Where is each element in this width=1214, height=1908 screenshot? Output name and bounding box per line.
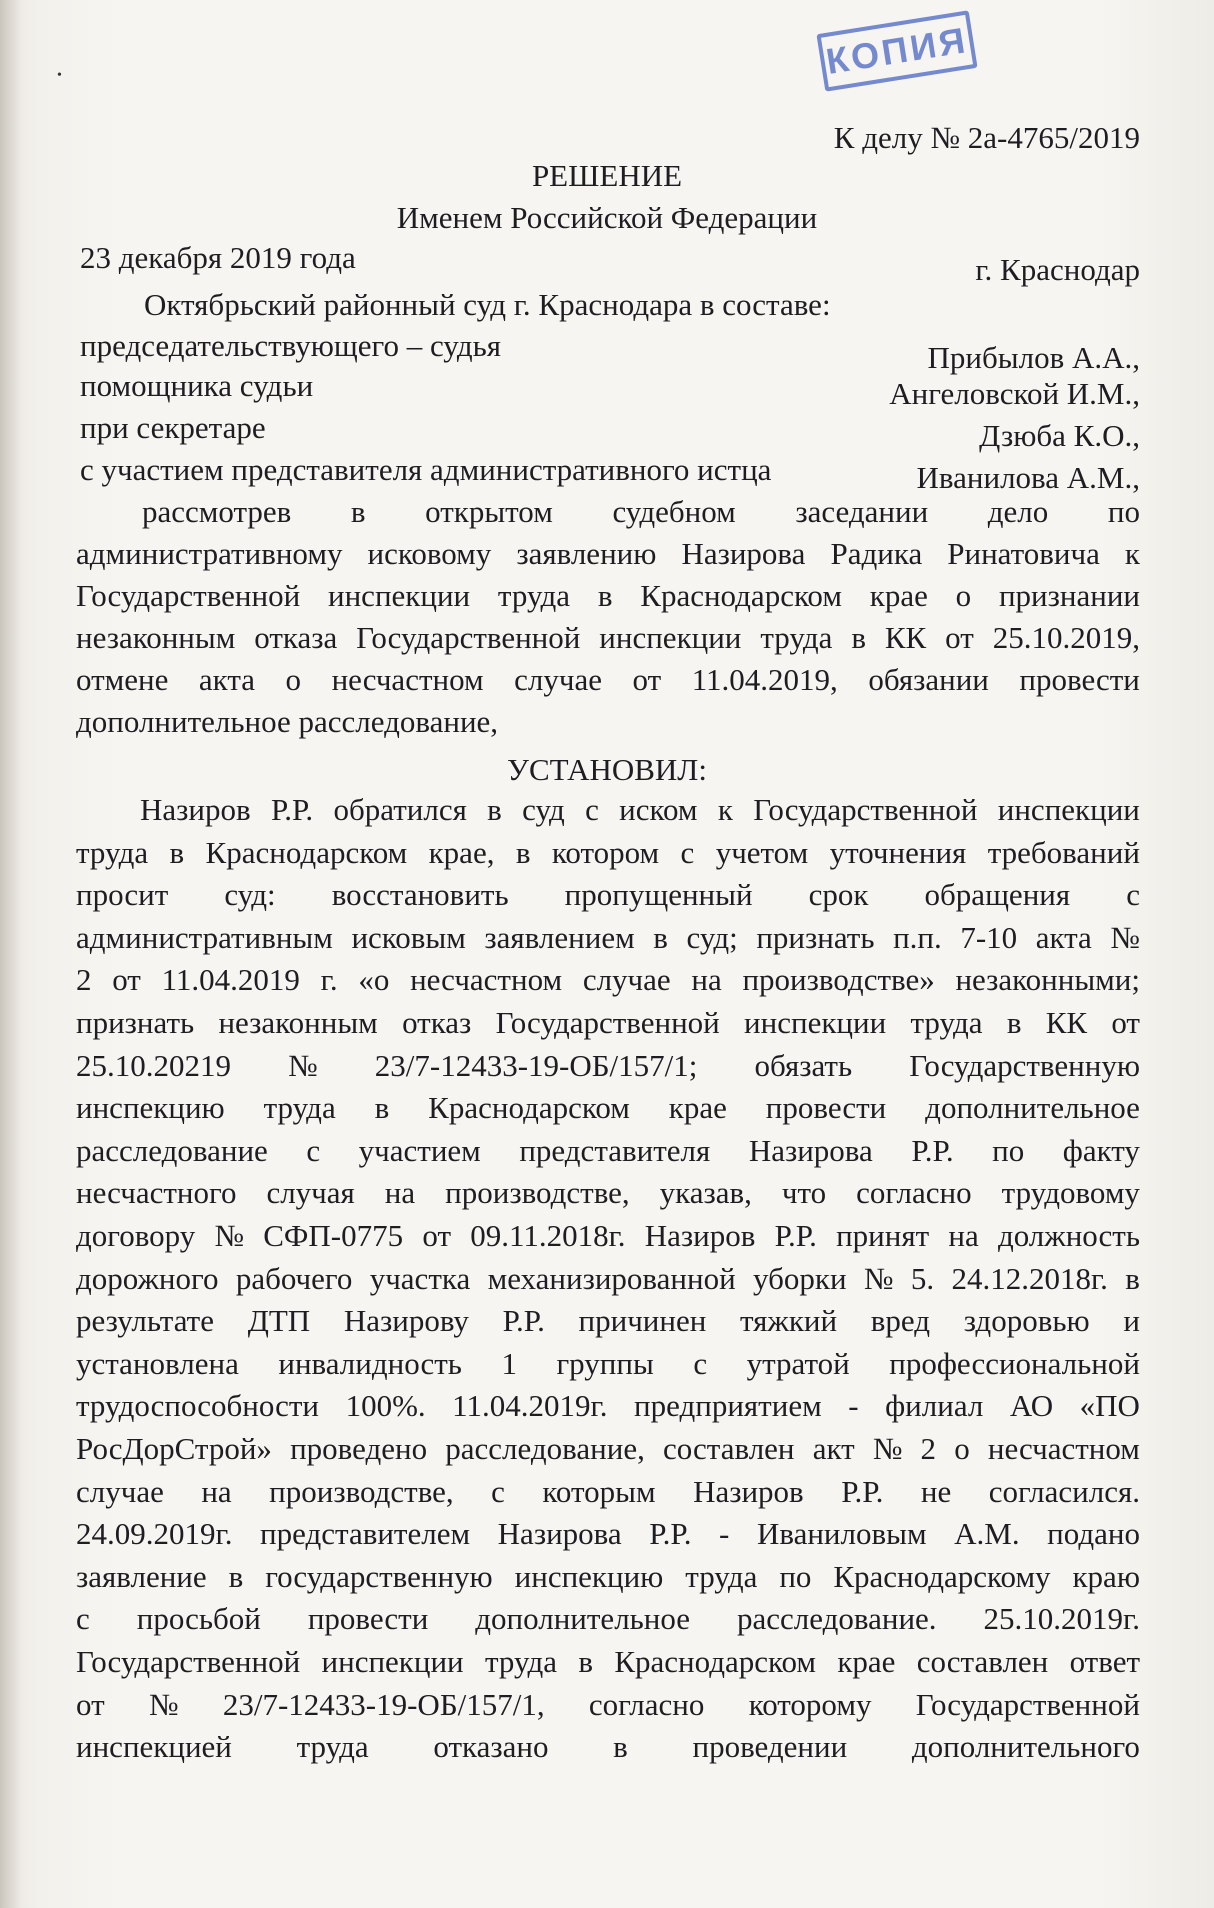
- word: заседании: [795, 494, 929, 529]
- court-role: при секретаре: [80, 410, 266, 445]
- word: №: [214, 1218, 245, 1253]
- word: случае: [582, 962, 671, 998]
- text-line: [76, 1474, 1140, 1510]
- word: Иваниловым: [756, 1516, 927, 1552]
- word: 11.04.2019,: [691, 662, 838, 697]
- word: требований: [987, 834, 1140, 870]
- word: Р.Р.: [911, 1132, 954, 1168]
- word: несчастном: [331, 662, 484, 697]
- text-line: [76, 1516, 1140, 1552]
- word: -: [848, 1388, 859, 1424]
- word: в: [228, 1558, 244, 1594]
- document-title: РЕШЕНИЕ: [531, 158, 683, 193]
- word: проведении: [692, 1729, 848, 1765]
- word: акта: [1035, 919, 1092, 955]
- word: незаконными;: [955, 962, 1140, 998]
- word: «ПО: [1079, 1388, 1140, 1424]
- word: тяжкий: [740, 1303, 838, 1339]
- word: представителем: [260, 1516, 471, 1552]
- word: Ринатовича: [947, 536, 1100, 571]
- word: п.п.: [893, 919, 942, 955]
- word: труда: [484, 1644, 558, 1679]
- text-line: [76, 962, 1140, 998]
- word: государственную: [265, 1558, 493, 1594]
- word: 25.10.2019,: [992, 620, 1140, 655]
- word: по: [779, 1558, 812, 1594]
- word: в: [1125, 1260, 1140, 1296]
- word: учетом: [715, 834, 809, 870]
- word: уборки: [753, 1260, 847, 1296]
- word: дорожного: [76, 1260, 219, 1296]
- case-reference: К делу № 2а-4765/2019: [833, 120, 1140, 155]
- word: труда: [296, 1729, 369, 1765]
- word: составлен: [663, 1431, 795, 1466]
- word: отказано: [433, 1729, 549, 1765]
- word: принят: [836, 1218, 930, 1253]
- word: крае,: [428, 834, 495, 870]
- word: Государственной: [753, 792, 978, 827]
- word: Краснодарском: [205, 834, 408, 870]
- text-line: [76, 704, 498, 740]
- word: труда: [685, 1558, 758, 1594]
- court-member-name: Прибылов А.А.,: [927, 340, 1140, 375]
- word: 24.12.2018г.: [951, 1260, 1108, 1296]
- court-member-name: Ангеловской И.М.,: [889, 376, 1140, 411]
- word: исковому: [367, 536, 492, 571]
- word: провести: [307, 1601, 429, 1637]
- court-member-name: Иванилова А.М.,: [916, 460, 1140, 495]
- word: предприятием: [634, 1388, 822, 1424]
- word: труда: [76, 834, 149, 870]
- word: крае: [668, 1090, 727, 1126]
- word: механизированной: [487, 1260, 736, 1296]
- word: инвалидность: [278, 1345, 462, 1381]
- word: проведено: [290, 1431, 428, 1466]
- word: инспекции: [321, 1644, 464, 1679]
- word: Краснодарском: [428, 1090, 630, 1126]
- word: участка: [369, 1260, 471, 1296]
- word: расследование,: [445, 1431, 645, 1466]
- word: суд;: [686, 919, 738, 955]
- word: «о: [358, 962, 390, 998]
- word: согласно: [856, 1175, 972, 1211]
- word: на: [384, 1175, 416, 1211]
- word: дополнительное: [475, 1601, 691, 1637]
- binding-shadow: [0, 0, 22, 1908]
- word: просит: [76, 877, 169, 913]
- word: Назирова: [681, 536, 806, 571]
- word: инспекцию: [76, 1090, 225, 1126]
- word: незаконным: [76, 620, 236, 655]
- word: группы: [556, 1345, 654, 1381]
- word: рабочего: [235, 1260, 353, 1296]
- word: от: [422, 1218, 451, 1253]
- text-line: [76, 1388, 1140, 1424]
- word: в: [515, 834, 531, 870]
- text-line: [76, 920, 1140, 956]
- word: дело: [987, 494, 1049, 529]
- word: обязать: [754, 1047, 853, 1083]
- court-composition: Октябрьский районный суд г. Краснодара в составе:: [144, 287, 831, 322]
- word: в: [1006, 1005, 1022, 1040]
- text-line: [76, 1048, 1140, 1084]
- word: от: [945, 620, 974, 655]
- word: котором: [551, 834, 660, 870]
- decision-date: 23 декабря 2019 года: [80, 240, 356, 275]
- word: от: [112, 962, 141, 998]
- text-line: [76, 536, 1140, 572]
- text-line: [76, 662, 1140, 698]
- word: -: [719, 1516, 730, 1552]
- word: Р.Р.: [774, 1218, 817, 1253]
- word: составлен: [916, 1644, 1049, 1679]
- word: на: [201, 1473, 232, 1509]
- text-line: [142, 494, 1140, 530]
- word: производстве,: [269, 1473, 454, 1509]
- word: расследование: [76, 1132, 268, 1168]
- text-line: [76, 1687, 1140, 1723]
- word: представителя: [519, 1132, 711, 1168]
- word: дополнительное: [925, 1090, 1140, 1126]
- word: Р.Р.: [270, 792, 314, 827]
- word: к: [717, 792, 733, 827]
- word: Назирову: [343, 1303, 469, 1339]
- word: Государственной: [76, 1644, 301, 1679]
- word: пропущенный: [564, 877, 753, 913]
- word: инспекцию: [514, 1558, 664, 1594]
- word: в: [613, 1729, 628, 1765]
- word: в: [350, 494, 366, 529]
- word: о: [955, 578, 972, 613]
- word: обратился: [333, 792, 467, 827]
- word: 25.10.2019г.: [983, 1601, 1140, 1637]
- word: в: [653, 919, 668, 955]
- word: трудовому: [1001, 1175, 1140, 1211]
- word: Р.Р.: [841, 1473, 884, 1509]
- word: указав,: [659, 1175, 752, 1211]
- text-line: [76, 1218, 1140, 1254]
- word: по: [992, 1132, 1025, 1168]
- word: 11.04.2019: [161, 962, 300, 998]
- court-member-name: Дзюба К.О.,: [979, 418, 1140, 453]
- word: 7-10: [960, 919, 1018, 955]
- word: уточнения: [829, 834, 967, 870]
- word: Назиров: [693, 1473, 804, 1509]
- word: 09.11.2018г.: [470, 1218, 626, 1253]
- word: Государственной: [356, 620, 581, 655]
- word: с: [491, 1473, 505, 1509]
- word: труда: [760, 620, 833, 655]
- word: А.М.: [954, 1516, 1020, 1552]
- word: 11.04.2019г.: [452, 1388, 608, 1424]
- word: должность: [997, 1218, 1140, 1253]
- word: и: [1123, 1303, 1140, 1339]
- word: случая: [266, 1175, 355, 1211]
- text-line: [76, 578, 1140, 614]
- word: трудоспособности: [76, 1388, 320, 1424]
- word: несчастном: [410, 962, 563, 998]
- word: с: [693, 1345, 708, 1381]
- word: договору: [76, 1218, 196, 1253]
- text-line: [140, 792, 1140, 828]
- text-line: [76, 1175, 1140, 1211]
- word: 25.10.20219: [76, 1047, 231, 1083]
- word: 24.09.2019г.: [76, 1516, 233, 1552]
- word: труда: [910, 1005, 983, 1040]
- word: акт: [812, 1431, 855, 1466]
- word: в: [597, 578, 613, 613]
- word: которым: [542, 1473, 656, 1509]
- word: на: [948, 1218, 979, 1253]
- word: дополнительного: [911, 1729, 1140, 1765]
- word: просьбой: [136, 1601, 261, 1637]
- court-role: помощника судьи: [80, 368, 314, 403]
- word: результате: [76, 1303, 214, 1339]
- word: с: [1126, 877, 1140, 913]
- word: №: [1110, 919, 1140, 955]
- word: подано: [1047, 1516, 1140, 1552]
- copy-stamp: КОПИЯ: [816, 10, 977, 91]
- word: Назиров: [644, 1218, 756, 1253]
- word: ДТП: [247, 1303, 311, 1339]
- word: в: [374, 1090, 390, 1126]
- word: согласно: [588, 1686, 705, 1722]
- word: отмене: [76, 662, 169, 697]
- word: Краснодарском: [640, 578, 842, 613]
- word: Назирова: [748, 1132, 873, 1168]
- word: причинен: [578, 1303, 707, 1339]
- word: Радика: [830, 536, 923, 571]
- word: 23/7-12433-19-ОБ/157/1,: [222, 1686, 545, 1722]
- word: труда: [263, 1090, 336, 1126]
- text-line: [76, 1601, 1140, 1637]
- word: в: [487, 792, 502, 827]
- word: с: [76, 1601, 90, 1637]
- text-line: [76, 1090, 1140, 1126]
- word: крае: [837, 1644, 896, 1679]
- word: г.: [320, 962, 338, 998]
- text-line: [76, 1303, 1140, 1339]
- word: №: [148, 1686, 179, 1722]
- word: производстве»: [742, 962, 935, 998]
- word: обязании: [868, 662, 989, 697]
- word: КК: [884, 620, 927, 655]
- word: РосДорСтрой»: [76, 1431, 272, 1466]
- word: от: [632, 662, 662, 697]
- word: №: [872, 1431, 903, 1466]
- word: восстановить: [331, 877, 509, 913]
- word: 1: [501, 1345, 517, 1381]
- word: с: [680, 834, 695, 870]
- word: Государственной: [495, 1005, 720, 1040]
- word: Назиров: [140, 792, 251, 827]
- word: Государственной: [76, 578, 301, 613]
- word: 2: [920, 1431, 937, 1466]
- word: иском: [619, 792, 698, 827]
- word: расследование.: [737, 1601, 937, 1637]
- section-title: УСТАНОВИЛ:: [507, 752, 707, 787]
- word: провести: [1019, 662, 1140, 697]
- word: исковым: [351, 919, 466, 955]
- text-line: [76, 620, 1140, 656]
- word: к: [1124, 536, 1140, 571]
- scan-speck: •: [57, 68, 62, 83]
- word: административным: [76, 919, 333, 955]
- word: инспекции: [328, 578, 471, 613]
- word: случае: [514, 662, 602, 697]
- word: производстве,: [445, 1175, 630, 1211]
- word: не: [920, 1473, 952, 1509]
- word: несчастном: [987, 1431, 1140, 1466]
- word: что: [781, 1175, 827, 1211]
- word: обращения: [924, 877, 1071, 913]
- word: 2: [76, 962, 92, 998]
- word: установлена: [76, 1345, 239, 1381]
- word: Краснодарском: [614, 1644, 817, 1679]
- word: профессиональной: [889, 1345, 1140, 1381]
- word: незаконным: [218, 1005, 378, 1040]
- text-line: [76, 877, 1140, 913]
- word: с: [585, 792, 599, 827]
- word: административному: [76, 536, 343, 571]
- word: отказа: [254, 620, 338, 655]
- word: признать: [76, 1005, 195, 1040]
- word: инспекции: [599, 620, 742, 655]
- court-role: с участием представителя административного истца: [80, 452, 772, 487]
- word: АО: [1009, 1388, 1054, 1424]
- word: инспекцией: [76, 1729, 232, 1765]
- word: по: [1107, 494, 1140, 529]
- word: КК: [1045, 1005, 1088, 1040]
- word: от: [76, 1686, 105, 1722]
- document-subtitle: Именем Российской Федерации: [396, 200, 818, 235]
- word: факту: [1062, 1132, 1140, 1168]
- word: инспекции: [744, 1005, 887, 1040]
- word: рассмотрев: [142, 494, 292, 529]
- word: несчастного: [76, 1175, 237, 1211]
- word: СФП-0775: [263, 1218, 404, 1253]
- word: в: [578, 1644, 594, 1679]
- word: отказ: [402, 1005, 472, 1040]
- word: согласился.: [988, 1473, 1140, 1509]
- word: от: [1111, 1005, 1140, 1040]
- text-line: [76, 1559, 1140, 1595]
- word: инспекции: [997, 792, 1140, 827]
- word: утратой: [746, 1345, 850, 1381]
- word: №: [288, 1047, 318, 1083]
- word: срок: [808, 877, 869, 913]
- word: с: [306, 1132, 321, 1168]
- word: 100%.: [345, 1388, 426, 1424]
- word: судебном: [612, 494, 736, 529]
- word: Р.Р.: [649, 1516, 692, 1552]
- word: в: [851, 620, 866, 655]
- word: №: [863, 1260, 894, 1296]
- text-line: [76, 1644, 1140, 1680]
- word: вред: [870, 1303, 931, 1339]
- court-role: председательствующего – судья: [80, 328, 502, 363]
- word: здоровью: [963, 1303, 1090, 1339]
- word: которому: [748, 1686, 872, 1722]
- word: Краснодарскому: [833, 1558, 1051, 1594]
- word: о: [954, 1431, 970, 1466]
- word: на: [691, 962, 722, 998]
- text-line: [76, 835, 1140, 871]
- text-line: [76, 1346, 1140, 1382]
- word: о: [285, 662, 302, 697]
- word: в: [169, 834, 185, 870]
- word: провести: [765, 1090, 887, 1126]
- word: суд:: [224, 877, 276, 913]
- word: заявлением: [484, 919, 635, 955]
- word: филиал: [885, 1388, 984, 1424]
- word: признании: [998, 578, 1140, 613]
- word: акта: [198, 662, 256, 697]
- word: 5.: [910, 1260, 935, 1296]
- word: труда: [497, 578, 571, 613]
- text-line: [76, 1133, 1140, 1169]
- word: Назирова: [497, 1516, 622, 1552]
- text-line: [76, 1005, 1140, 1041]
- word: признать: [756, 919, 875, 955]
- word: Государственной: [915, 1686, 1140, 1722]
- text-line: [76, 1261, 1140, 1297]
- word: краю: [1072, 1558, 1140, 1594]
- word: Государственную: [909, 1047, 1140, 1083]
- text-line: [76, 1729, 1140, 1765]
- word: открытом: [425, 494, 553, 529]
- word: заявление: [76, 1558, 207, 1594]
- word: крае: [869, 578, 928, 613]
- text-line: [76, 1431, 1140, 1467]
- word: случае: [76, 1473, 164, 1509]
- word: Р.Р.: [502, 1303, 545, 1339]
- word: заявлению: [516, 536, 657, 571]
- word: 23/7-12433-19-ОБ/157/1;: [374, 1047, 698, 1083]
- word: дополнительное расследование,: [76, 704, 499, 739]
- decision-city: г. Краснодар: [975, 252, 1140, 287]
- word: участием: [358, 1132, 481, 1168]
- word: суд: [522, 792, 565, 827]
- word: ответ: [1069, 1644, 1140, 1679]
